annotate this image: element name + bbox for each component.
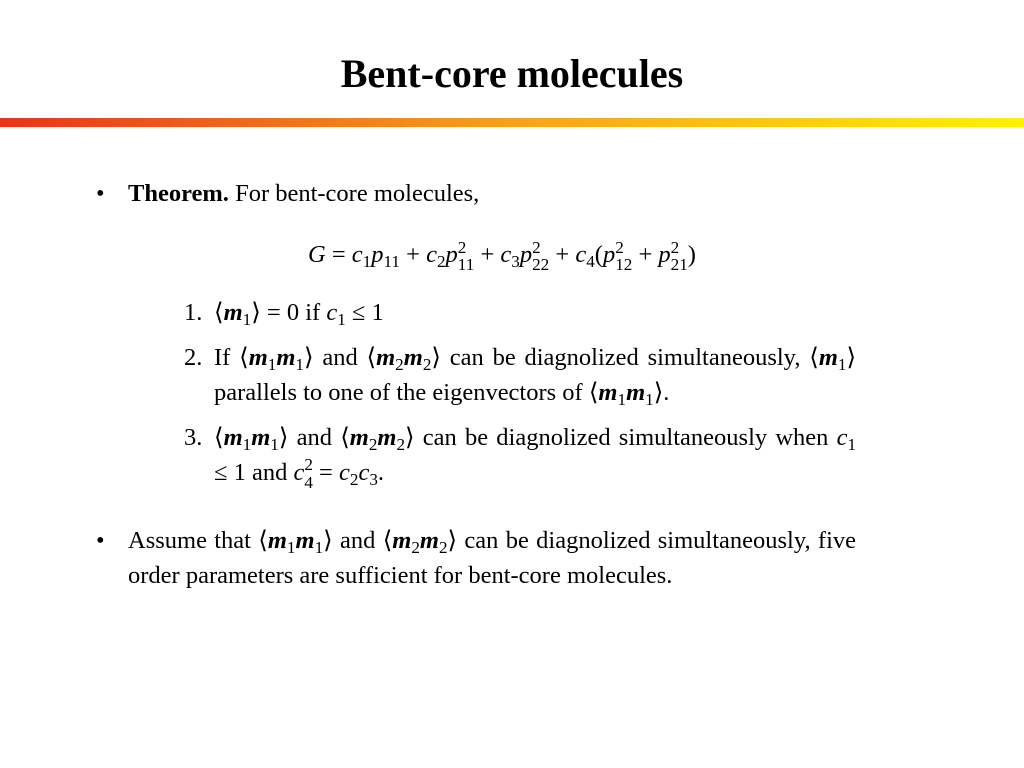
slide-content	[96, 176, 856, 593]
list-item: 3. $⟨m_1m_1⟩$ and $⟨m_2m_2⟩$ can be diagnolized simultaneously when $c_1 \le 1$ and c 2 4 = $c_2c_3$.	[184, 423, 857, 492]
bullet-marker: •	[96, 526, 105, 554]
title-gradient-bar	[0, 118, 1024, 127]
theorem-equation: $G = c_1p_{11} + c_2p$ 2 11 + $c_3p$ 2 22 + $c_4(p$ 2 12 + p 2 21 )	[308, 237, 696, 274]
list-item: 1. $⟨m_1⟩ = 0$ if $c_1 \le 1$	[184, 298, 384, 329]
slide-title: Bent-core molecules	[340, 51, 684, 96]
list-item: 2. If $⟨m_1m_1⟩$ and $⟨m_2m_2⟩$ can be diagnolized simultaneously, $⟨m_1⟩$ parallels to one of the eigenvectors of $⟨m_1m_1⟩$.	[184, 343, 857, 409]
theorem-label: Theorem.	[128, 180, 229, 207]
theorem-bullet	[96, 176, 856, 491]
theorem-lead: For bent-core molecules,	[235, 180, 480, 207]
bullet-marker: •	[96, 180, 105, 207]
theorem-list	[128, 295, 856, 491]
assumption-bullet: • Assume that $⟨m_1m_1⟩$ and $⟨m_2m_2⟩$ can be diagnolized simultaneously, five order parameters are sufficient for bent-core molecules.	[96, 523, 856, 593]
